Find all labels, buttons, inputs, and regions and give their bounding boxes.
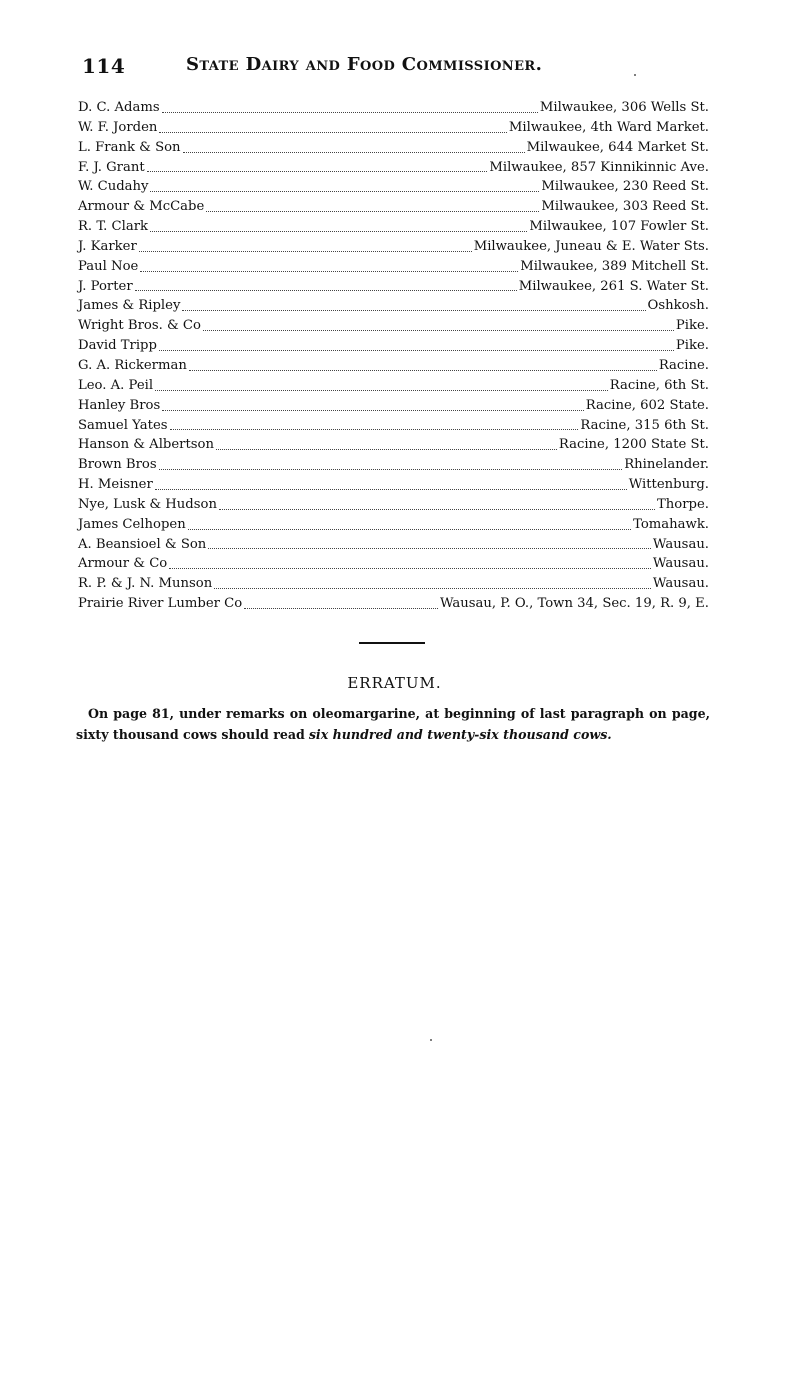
dot-leader xyxy=(159,469,623,470)
dot-leader xyxy=(155,489,627,490)
entry-location: Racine, 6th St. xyxy=(609,377,709,393)
entry-name: Hanson & Albertson xyxy=(78,437,214,453)
list-item xyxy=(78,277,709,297)
entry-name: Paul Noe xyxy=(78,258,139,274)
entry-name: R. T. Clark xyxy=(78,219,149,235)
entry-name: James Celhopen xyxy=(78,516,186,532)
entry-name: David Tripp xyxy=(78,338,157,354)
dot-leader xyxy=(219,509,655,510)
entry-name: J. Porter xyxy=(78,278,133,294)
list-item xyxy=(78,416,709,436)
list-item xyxy=(78,296,709,316)
entry-location: Wittenburg. xyxy=(628,477,709,493)
entry-location: Tomahawk. xyxy=(633,516,709,532)
list-item xyxy=(78,237,709,257)
dot-leader xyxy=(214,588,651,589)
entry-name: L. Frank & Son xyxy=(78,139,181,155)
list-item xyxy=(78,435,709,455)
dot-leader xyxy=(189,370,657,371)
entry-location: Milwaukee, Juneau & E. Water Sts. xyxy=(473,238,709,254)
entry-location: Racine, 1200 State St. xyxy=(558,437,709,453)
entry-location: Wausau. xyxy=(652,556,709,572)
entry-location: Milwaukee, 644 Market St. xyxy=(526,139,709,155)
print-speck xyxy=(430,1039,432,1041)
running-title: State Dairy and Food Commissioner. xyxy=(186,54,543,75)
list-item xyxy=(78,515,709,535)
print-speck xyxy=(634,74,636,76)
entry-location: Milwaukee, 261 S. Water St. xyxy=(518,278,709,294)
entry-location: Pike. xyxy=(675,318,709,334)
list-item xyxy=(78,138,709,158)
entry-location: Rhinelander. xyxy=(624,457,709,473)
erratum-text-lead: On page 81, under remarks on oleomargarine, at beginning of last paragraph on page, sixty thousand cows should read xyxy=(76,706,710,742)
entry-location: Oshkosh. xyxy=(647,298,709,314)
list-item xyxy=(78,217,709,237)
list-item xyxy=(78,257,709,277)
list-item xyxy=(78,158,709,178)
entry-location: Milwaukee, 107 Fowler St. xyxy=(529,219,709,235)
entry-location: Milwaukee, 306 Wells St. xyxy=(539,100,709,115)
list-item xyxy=(78,356,709,376)
dealer-list xyxy=(78,98,709,614)
entry-name: F. J. Grant xyxy=(78,159,145,175)
page-number: 114 xyxy=(82,54,126,78)
entry-name: Armour & McCabe xyxy=(78,199,205,215)
entry-location: Milwaukee, 4th Ward Market. xyxy=(508,119,709,135)
dot-leader xyxy=(147,171,488,172)
list-item xyxy=(78,455,709,475)
entry-name: Prairie River Lumber Co xyxy=(78,596,243,612)
entry-location: Wausau, P. O., Town 34, Sec. 19, R. 9, E. xyxy=(440,596,709,612)
entry-location: Milwaukee, 230 Reed St. xyxy=(541,179,709,195)
entry-location: Milwaukee, 857 Kinnikinnic Ave. xyxy=(489,159,709,175)
erratum-heading: ERRATUM. xyxy=(347,674,442,692)
entry-name: W. F. Jorden xyxy=(78,119,158,135)
dot-leader xyxy=(140,271,518,272)
entry-name: A. Beansioel & Son xyxy=(78,536,207,552)
entry-name: Hanley Bros xyxy=(78,397,161,413)
entry-name: Armour & Co xyxy=(78,556,168,572)
entry-name: Brown Bros xyxy=(78,457,157,473)
erratum-text-correction: six hundred and twenty-six thousand cows. xyxy=(308,727,612,742)
list-item xyxy=(78,197,709,217)
entry-name: R. P. & J. N. Munson xyxy=(78,576,213,592)
entry-location: Racine, 602 State. xyxy=(585,397,709,413)
dot-leader xyxy=(182,310,645,311)
list-item xyxy=(78,376,709,396)
list-item xyxy=(78,594,709,614)
list-item xyxy=(78,98,709,118)
dot-leader xyxy=(162,112,538,113)
dot-leader xyxy=(155,390,608,391)
entry-name: Wright Bros. & Co xyxy=(78,318,201,334)
entry-name: J. Karker xyxy=(78,238,137,254)
list-item xyxy=(78,535,709,555)
erratum-paragraph xyxy=(76,703,710,745)
list-item xyxy=(78,177,709,197)
entry-location: Pike. xyxy=(675,338,709,354)
dot-leader xyxy=(135,290,517,291)
entry-name: W. Cudahy xyxy=(78,179,149,195)
section-divider xyxy=(359,642,425,644)
entry-name: Nye, Lusk & Hudson xyxy=(78,496,217,512)
dot-leader xyxy=(159,350,674,351)
list-item xyxy=(78,396,709,416)
dot-leader xyxy=(162,410,584,411)
entry-name: Leo. A. Peil xyxy=(78,377,154,393)
dot-leader xyxy=(183,152,525,153)
dot-leader xyxy=(159,132,507,133)
entry-name: H. Meisner xyxy=(78,477,153,493)
entry-location: Milwaukee, 303 Reed St. xyxy=(541,199,709,215)
list-item xyxy=(78,574,709,594)
entry-location: Racine, 315 6th St. xyxy=(580,417,709,433)
entry-name: G. A. Rickerman xyxy=(78,357,187,373)
entry-location: Thorpe. xyxy=(657,496,709,512)
dot-leader xyxy=(188,529,631,530)
entry-location: Wausau. xyxy=(652,576,709,592)
dot-leader xyxy=(169,568,651,569)
entry-location: Wausau. xyxy=(652,536,709,552)
dot-leader xyxy=(150,231,527,232)
dot-leader xyxy=(170,429,579,430)
entry-location: Milwaukee, 389 Mitchell St. xyxy=(520,258,709,274)
dot-leader xyxy=(150,191,539,192)
list-item xyxy=(78,336,709,356)
dot-leader xyxy=(203,330,674,331)
dot-leader xyxy=(244,608,438,609)
entry-name: James & Ripley xyxy=(78,298,181,314)
list-item xyxy=(78,475,709,495)
list-item xyxy=(78,554,709,574)
entry-name: Samuel Yates xyxy=(78,417,168,433)
dot-leader xyxy=(216,449,557,450)
dot-leader xyxy=(208,548,651,549)
dot-leader xyxy=(206,211,539,212)
list-item xyxy=(78,316,709,336)
entry-name: D. C. Adams xyxy=(78,100,160,115)
entry-location: Racine. xyxy=(658,357,709,373)
list-item xyxy=(78,495,709,515)
page-header xyxy=(82,54,714,84)
dot-leader xyxy=(139,251,472,252)
list-item xyxy=(78,118,709,138)
